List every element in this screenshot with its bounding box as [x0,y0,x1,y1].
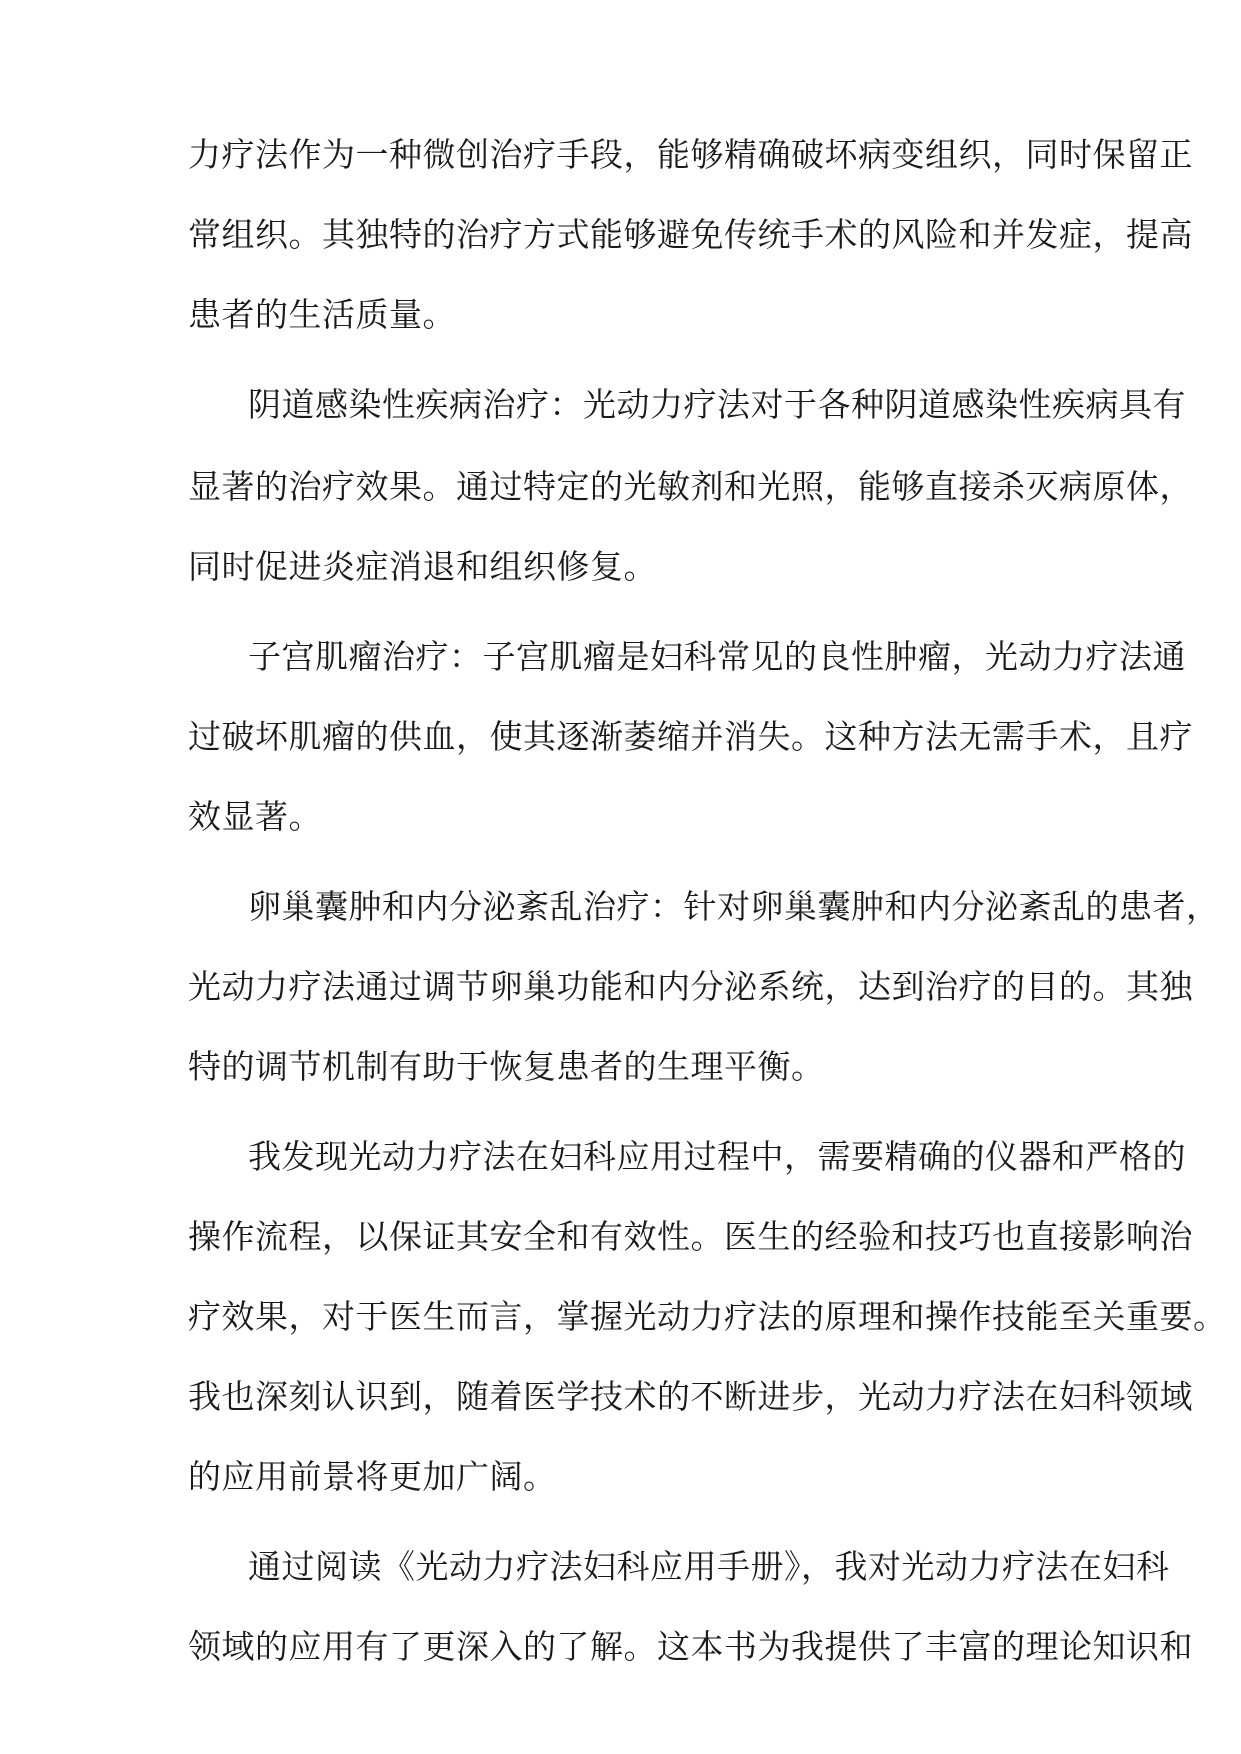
text-line: 我发现光动力疗法在妇科应用过程中，需要精确的仪器和严格的 [248,1137,1186,1176]
text-line: 阴道感染性疾病治疗：光动力疗法对于各种阴道感染性疾病具有 [248,385,1186,424]
text-line: 显著的治疗效果。通过特定的光敏剂和光照，能够直接杀灭病原体， [188,467,1193,506]
text-line: 力疗法作为一种微创治疗手段，能够精确破坏病变组织，同时保留正 [188,135,1193,174]
text-line: 我也深刻认识到，随着医学技术的不断进步，光动力疗法在妇科领域 [188,1377,1193,1416]
text-line: 领域的应用有了更深入的了解。这本书为我提供了丰富的理论知识和 [188,1627,1193,1666]
text-line: 光动力疗法通过调节卵巢功能和内分泌系统，达到治疗的目的。其独 [188,967,1193,1006]
text-line: 过破坏肌瘤的供血，使其逐渐萎缩并消失。这种方法无需手术，且疗 [188,717,1193,756]
text-line: 效显著。 [188,797,322,836]
text-line: 患者的生活质量。 [188,295,456,334]
text-line: 的应用前景将更加广阔。 [188,1457,557,1496]
text-line: 常组织。其独特的治疗方式能够避免传统手术的风险和并发症，提高 [188,215,1193,254]
text-line: 特的调节机制有助于恢复患者的生理平衡。 [188,1047,825,1086]
text-line: 操作流程，以保证其安全和有效性。医生的经验和技巧也直接影响治 [188,1217,1193,1256]
text-line: 通过阅读《光动力疗法妇科应用手册》，我对光动力疗法在妇科 [248,1547,1170,1586]
text-line: 子宫肌瘤治疗：子宫肌瘤是妇科常见的良性肿瘤，光动力疗法通 [248,637,1186,676]
text-line: 同时促进炎症消退和组织修复。 [188,547,657,586]
text-line: 卵巢囊肿和内分泌紊乱治疗：针对卵巢囊肿和内分泌紊乱的患者， [248,887,1220,926]
text-line: 疗效果，对于医生而言，掌握光动力疗法的原理和操作技能至关重要。 [188,1297,1227,1336]
